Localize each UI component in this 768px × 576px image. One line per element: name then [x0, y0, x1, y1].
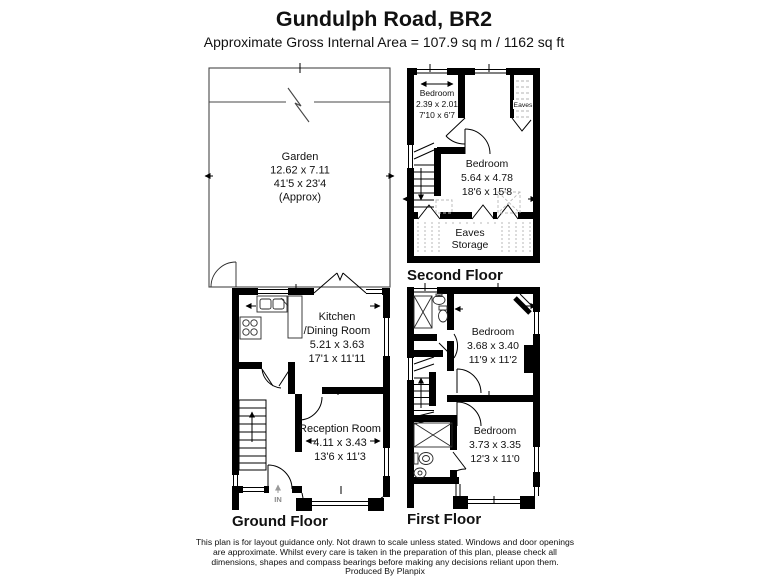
ground-stairs	[239, 400, 266, 470]
stove-icon	[240, 317, 261, 339]
first-stairs	[414, 357, 434, 424]
bathtub-icon	[414, 423, 452, 447]
first-bedroom1-door-icon	[457, 369, 481, 393]
garden-note: (Approx)	[278, 191, 322, 204]
ground-floor-plan	[232, 273, 390, 530]
bedroom1-imperial: 7'10 x 6'7	[419, 110, 455, 120]
bedroom1-imperial: 11'9 x 11'2	[468, 354, 518, 366]
disclaimer-line-3: dimensions, shapes and compass bearings before making any decisions reliant upon them.	[211, 557, 559, 567]
page-subtitle: Approximate Gross Internal Area = 107.9 sq m / 1162 sq ft	[203, 34, 565, 50]
bedroom2-imperial: 12'3 x 11'0	[470, 453, 520, 465]
garden-label	[270, 151, 330, 204]
bedroom2-imperial: 18'6 x 15'8	[461, 186, 513, 198]
disclaimer-line-1: This plan is for layout guidance only. Not drawn to scale unless stated. Windows and door openings	[195, 537, 575, 547]
disclaimer-line-4: Produced By Planpix	[345, 566, 425, 576]
footer-disclaimer	[196, 537, 574, 576]
first-bedroom2-door-icon	[457, 402, 481, 426]
front-door-icon	[268, 465, 292, 489]
bedroom2-name: Bedroom	[473, 425, 517, 437]
kitchen-sink-icon	[257, 296, 288, 312]
second-bedroom2-label	[461, 158, 513, 198]
eaves-storage-area	[418, 222, 530, 254]
first-floor-plan	[407, 283, 540, 528]
ground-floor-walls	[232, 288, 390, 510]
first-bay-window	[453, 484, 539, 509]
eaves-storage-line2: Storage	[451, 239, 489, 251]
eaves-closet	[512, 81, 533, 131]
bedroom2-name: Bedroom	[465, 158, 509, 170]
disclaimer-line-2: are approximate. Whilst every care is taken in the preparation of this plan, please check all	[213, 547, 557, 557]
bedroom2-metric: 3.73 x 3.35	[469, 439, 521, 451]
sink-icon	[433, 294, 445, 305]
corner-cupboard-icon	[515, 294, 533, 313]
eaves-storage-line1: Eaves	[455, 227, 485, 239]
first-bedroom2-label	[469, 425, 521, 465]
garden-imperial: 41'5 x 23'4	[273, 178, 327, 190]
shower-icon	[414, 296, 432, 328]
second-stairs	[414, 143, 434, 207]
kitchen-name-1: Kitchen	[318, 311, 356, 323]
garden-name: Garden	[281, 151, 319, 163]
second-bedroom1-door-icon	[446, 118, 465, 144]
eaves-label: Eaves	[513, 102, 533, 109]
ground-floor-title: Ground Floor	[232, 513, 328, 530]
bedroom1-name: Bedroom	[471, 326, 515, 338]
toilet2-icon	[414, 453, 433, 465]
entrance-label: IN	[274, 495, 282, 504]
reception-name: Reception Room	[299, 423, 381, 435]
fence-break-icon	[288, 88, 309, 122]
first-bedroom1-label	[467, 326, 519, 366]
kitchen-imperial: 17'1 x 11'11	[308, 353, 366, 365]
bedroom1-name: Bedroom	[419, 88, 455, 98]
kitchen-door-icon	[262, 369, 290, 388]
reception-metric: 4.11 x 3.43	[313, 437, 367, 449]
bedroom1-metric: 3.68 x 3.40	[467, 340, 519, 352]
bathroom-door-icon	[453, 452, 466, 473]
ground-bay-window	[296, 493, 384, 511]
toilet-icon	[439, 306, 448, 322]
kitchen-name-2: /Dining Room	[303, 325, 371, 337]
second-bedroom2-door-icon	[465, 129, 490, 154]
bedroom1-metric: 2.39 x 2.01	[415, 99, 459, 109]
garden-gate-icon	[211, 262, 236, 287]
sink2-icon	[414, 468, 426, 478]
bedroom2-metric: 5.64 x 4.78	[461, 172, 513, 184]
garden-plan	[205, 63, 394, 287]
page-title: Gundulph Road, BR2	[275, 7, 493, 31]
kitchen-label	[304, 311, 371, 365]
skylight-icon	[436, 200, 452, 213]
reception-imperial: 13'6 x 11'3	[314, 451, 366, 463]
french-doors-icon	[314, 273, 366, 293]
kitchen-metric: 5.21 x 3.63	[309, 339, 365, 351]
second-floor-title: Second Floor	[407, 267, 503, 284]
first-floor-title: First Floor	[407, 511, 482, 528]
header	[204, 7, 565, 50]
first-dim-marks	[425, 283, 536, 504]
second-bedroom1-label	[416, 88, 458, 120]
reception-door-icon	[299, 394, 322, 420]
reception-label	[299, 423, 381, 463]
second-floor-plan	[403, 64, 540, 284]
kitchen-counter	[288, 296, 302, 338]
garden-metric: 12.62 x 7.11	[270, 164, 330, 177]
